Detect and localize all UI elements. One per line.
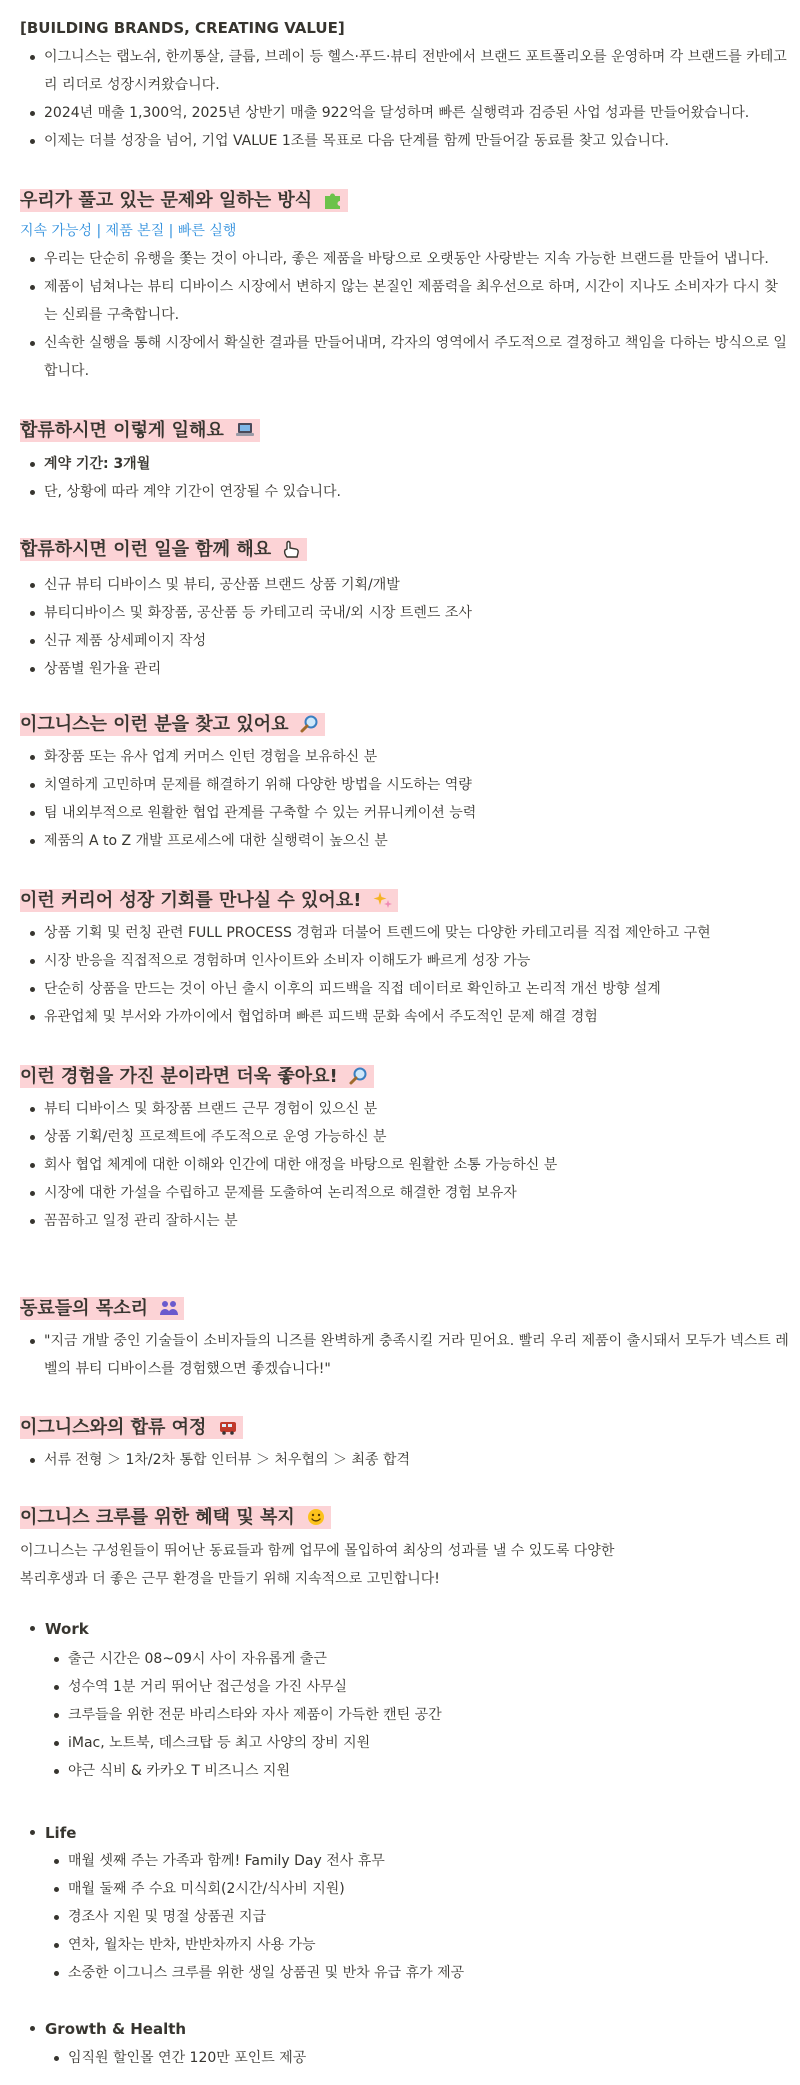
section-title: 이그니스와의 합류 여정: [20, 1417, 207, 1438]
list-item: 팀 내외부적으로 원활한 협업 관계를 구축할 수 있는 커뮤니케이션 능력: [20, 799, 790, 827]
pointing-hand-icon: [281, 539, 303, 559]
benefit-life-list: [44, 1847, 784, 1987]
list-item: 소중한 이그니스 크루를 위한 생일 상품권 및 반차 유급 휴가 제공: [44, 1959, 784, 1987]
section-heading-problem: [20, 188, 348, 214]
list-item: 단, 상황에 따라 계약 기간이 연장될 수 있습니다.: [20, 478, 790, 506]
laptop-icon: [234, 420, 256, 440]
list-item: 단순히 상품을 만드는 것이 아닌 출시 이후의 피드백을 직접 데이터로 확인하고 논리적 개선 방향 설계: [20, 975, 790, 1003]
people-icon: [158, 1298, 180, 1318]
list-item: 시장 반응을 직접적으로 경험하며 인사이트와 소비자 이해도가 빠르게 성장 가능: [20, 947, 790, 975]
section-heading-growth: [20, 888, 398, 914]
list-item: 성수역 1분 거리 뛰어난 접근성을 가진 사무실: [44, 1673, 784, 1701]
list-item: 경조사 지원 및 명절 상품권 지급: [44, 1903, 784, 1931]
list-item: 회사 협업 체계에 대한 이해와 인간에 대한 애정을 바탕으로 원활한 소통 가능하신 분: [20, 1151, 790, 1179]
list-item: 제품이 넘쳐나는 뷰티 디바이스 시장에서 변하지 않는 본질인 제품력을 최우선으로 하며, 시간이 지나도 소비자가 다시 찾는 신뢰를 구축합니다.: [20, 273, 790, 329]
list-item: 야근 식비 & 카카오 T 비즈니스 지원: [44, 1757, 784, 1785]
section-heading-journey: [20, 1415, 243, 1441]
list-item: 우리는 단순히 유행을 쫓는 것이 아니라, 좋은 제품을 바탕으로 오랫동안 사랑받는 지속 가능한 브랜드를 만들어 냅니다.: [20, 245, 790, 273]
list-item: 상품 기획/런칭 프로젝트에 주도적으로 운영 가능하신 분: [20, 1123, 790, 1151]
voices-list: [20, 1327, 790, 1383]
section-title: 합류하시면 이렇게 일해요: [20, 420, 224, 441]
section-heading-voices: [20, 1296, 184, 1322]
section-title: 동료들의 목소리: [20, 1298, 148, 1319]
list-item: 유관업체 및 부서와 가까이에서 협업하며 빠른 피드백 문화 속에서 주도적인 문제 해결 경험: [20, 1003, 790, 1031]
list-item: 이제는 더블 성장을 넘어, 기업 VALUE 1조를 목표로 다음 단계를 함께 만들어갈 동료를 찾고 있습니다.: [20, 127, 790, 155]
section-subtitle: 지속 가능성 | 제품 본질 | 빠른 실행: [20, 223, 237, 239]
list-item: 상품별 원가율 관리: [20, 655, 790, 683]
list-item: 서류 전형 ＞ 1차/2차 통합 인터뷰 ＞ 처우협의 ＞ 최종 합격: [20, 1446, 790, 1474]
intro-line: 복리후생과 더 좋은 근무 환경을 만들기 위해 지속적으로 고민합니다!: [20, 1571, 440, 1587]
preferred-list: [20, 1095, 790, 1235]
section-title: 이런 경험을 가진 분이라면 더욱 좋아요!: [20, 1066, 338, 1087]
section-heading-preferred: [20, 1064, 374, 1090]
tasks-list: [20, 571, 790, 683]
list-item: 시장에 대한 가설을 수립하고 문제를 도출하여 논리적으로 해결한 경험 보유자: [20, 1179, 790, 1207]
section-title: 합류하시면 이런 일을 함께 해요: [20, 539, 272, 560]
magnifier-icon: [348, 1066, 370, 1086]
section-heading-requirements: [20, 712, 325, 738]
growth-list: [20, 919, 790, 1031]
problem-list: [20, 245, 790, 385]
journey-list: [20, 1446, 790, 1474]
list-item: 꼼꼼하고 일정 관리 잘하시는 분: [20, 1207, 790, 1235]
list-item: 제품의 A to Z 개발 프로세스에 대한 실행력이 높으신 분: [20, 827, 790, 855]
list-item: 매월 둘째 주 수요 미식회(2시간/식사비 지원): [44, 1875, 784, 1903]
list-item: 신속한 실행을 통해 시장에서 확실한 결과를 만들어내며, 각자의 영역에서 주도적으로 결정하고 책임을 다하는 방식으로 일합니다.: [20, 329, 790, 385]
puzzle-piece-icon: [322, 190, 344, 210]
list-item: 출근 시간은 08~09시 사이 자유롭게 출근: [44, 1645, 784, 1673]
section-heading-tasks: [20, 537, 307, 563]
section-heading-work-style: [20, 418, 260, 444]
sparkles-icon: [372, 890, 394, 910]
benefits-intro: [20, 1537, 780, 1593]
list-item: "지금 개발 중인 기술들이 소비자들의 니즈를 완벽하게 충족시킬 거라 믿어요. 빨리 우리 제품이 출시돼서 모두가 넥스트 레벨의 뷰티 디바이스를 경험했으면 좋겠습니다!": [20, 1327, 790, 1383]
intro-line: 이그니스는 구성원들이 뛰어난 동료들과 함께 업무에 몰입하여 최상의 성과를 낼 수 있도록 다양한: [20, 1543, 615, 1559]
list-item: 상품 기획 및 런칭 관련 FULL PROCESS 경험과 더불어 트렌드에 맞는 다양한 카테고리를 직접 제안하고 구현: [20, 919, 790, 947]
section-title: 이그니스는 이런 분을 찾고 있어요: [20, 714, 289, 735]
work-style-list: [20, 450, 790, 506]
list-item: 신규 제품 상세페이지 작성: [20, 627, 790, 655]
list-item: 뷰티 디바이스 및 화장품 브랜드 근무 경험이 있으신 분: [20, 1095, 790, 1123]
train-icon: [217, 1417, 239, 1437]
section-title: 이런 커리어 성장 기회를 만나실 수 있어요!: [20, 890, 362, 911]
benefit-group-life: Life: [20, 1820, 76, 1846]
list-item: 화장품 또는 유사 업계 커머스 인턴 경험을 보유하신 분: [20, 743, 790, 771]
list-item: 계약 기간: 3개월: [20, 450, 790, 478]
list-item: 크루들을 위한 전문 바리스타와 자사 제품이 가득한 캔틴 공간: [44, 1701, 784, 1729]
list-item: 연차, 월차는 반차, 반반차까지 사용 가능: [44, 1931, 784, 1959]
list-item: 뷰티디바이스 및 화장품, 공산품 등 카테고리 국내/외 시장 트렌드 조사: [20, 599, 790, 627]
list-item: 신규 뷰티 디바이스 및 뷰티, 공산품 브랜드 상품 기획/개발: [20, 571, 790, 599]
benefit-growth-health-list: [44, 2044, 784, 2072]
benefit-group-work: Work: [20, 1616, 89, 1642]
section-title: 이그니스 크루를 위한 혜택 및 복지: [20, 1507, 295, 1528]
benefit-group-growth-health: Growth & Health: [20, 2016, 186, 2042]
magnifier-icon: [299, 714, 321, 734]
list-item: iMac, 노트북, 데스크탑 등 최고 사양의 장비 지원: [44, 1729, 784, 1757]
section-title: 우리가 풀고 있는 문제와 일하는 방식: [20, 190, 313, 211]
list-item: 매월 셋째 주는 가족과 함께! Family Day 전사 휴무: [44, 1847, 784, 1875]
list-item: 이그니스는 랩노쉬, 한끼통살, 클룹, 브레이 등 헬스·푸드·뷰티 전반에서 브랜드 포트폴리오를 운영하며 각 브랜드를 카테고리 리더로 성장시켜왔습니다.: [20, 43, 790, 99]
intro-list: [20, 43, 790, 155]
requirements-list: [20, 743, 790, 855]
list-item: 2024년 매출 1,300억, 2025년 상반기 매출 922억을 달성하며 빠른 실행력과 검증된 사업 성과를 만들어왔습니다.: [20, 99, 790, 127]
smiley-icon: [305, 1507, 327, 1527]
section-heading-benefits: [20, 1505, 331, 1531]
benefit-work-list: [44, 1645, 784, 1785]
list-item: 임직원 할인몰 연간 120만 포인트 제공: [44, 2044, 784, 2072]
list-item: 치열하게 고민하며 문제를 해결하기 위해 다양한 방법을 시도하는 역량: [20, 771, 790, 799]
page-title: [BUILDING BRANDS, CREATING VALUE]: [20, 19, 345, 37]
